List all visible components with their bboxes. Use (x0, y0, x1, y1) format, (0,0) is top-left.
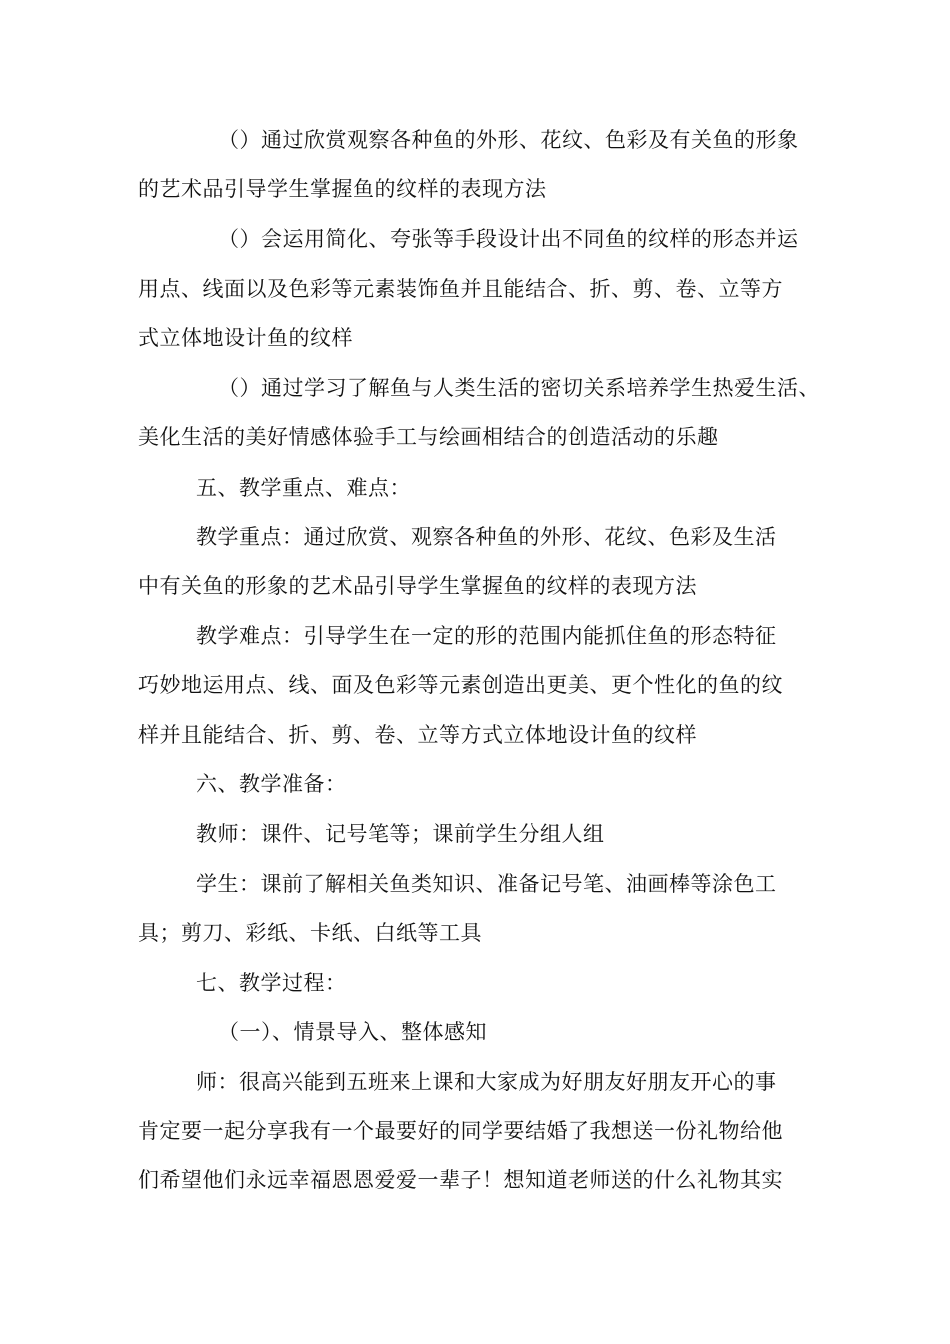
text-line: 的艺术品引导学生掌握鱼的纹样的表现方法 (138, 177, 547, 201)
text-line: （）通过欣赏观察各种鱼的外形、花纹、色彩及有关鱼的形象 (218, 128, 799, 152)
text-line: 中有关鱼的形象的艺术品引导学生掌握鱼的纹样的表现方法 (138, 574, 697, 598)
text-line: 师：很高兴能到五班来上课和大家成为好朋友好朋友开心的事 (196, 1070, 777, 1094)
text-line: 用点、线面以及色彩等元素装饰鱼并且能结合、折、剪、卷、立等方 (138, 277, 783, 301)
text-line: 学生：课前了解相关鱼类知识、准备记号笔、油画棒等涂色工 (196, 872, 777, 896)
text-line: 教学重点：通过欣赏、观察各种鱼的外形、花纹、色彩及生活 (196, 525, 777, 549)
text-line: 样并且能结合、折、剪、卷、立等方式立体地设计鱼的纹样 (138, 723, 697, 747)
text-line: （）会运用简化、夸张等手段设计出不同鱼的纹样的形态并运 (218, 227, 799, 251)
text-line: 美化生活的美好情感体验手工与绘画相结合的创造活动的乐趣 (138, 425, 719, 449)
text-line: 教师：课件、记号笔等；课前学生分组人组 (196, 822, 605, 846)
text-line: （）通过学习了解鱼与人类生活的密切关系培养学生热爱生活、 (218, 376, 820, 400)
subsection-heading: （一）、情景导入、整体感知 (218, 1020, 487, 1044)
section-heading: 七、教学过程： (196, 971, 347, 995)
text-line: 式立体地设计鱼的纹样 (138, 326, 353, 350)
text-line: 巧妙地运用点、线、面及色彩等元素创造出更美、更个性化的鱼的纹 (138, 673, 783, 697)
text-line: 具；剪刀、彩纸、卡纸、白纸等工具 (138, 921, 482, 945)
text-line: 教学难点：引导学生在一定的形的范围内能抓住鱼的形态特征 (196, 624, 777, 648)
section-heading: 六、教学准备： (196, 772, 347, 796)
text-line: 肯定要一起分享我有一个最要好的同学要结婚了我想送一份礼物给他 (138, 1119, 783, 1143)
text-line: 们希望他们永远幸福恩恩爱爱一辈子！想知道老师送的什么礼物其实 (138, 1168, 783, 1192)
section-heading: 五、教学重点、难点： (196, 476, 411, 500)
